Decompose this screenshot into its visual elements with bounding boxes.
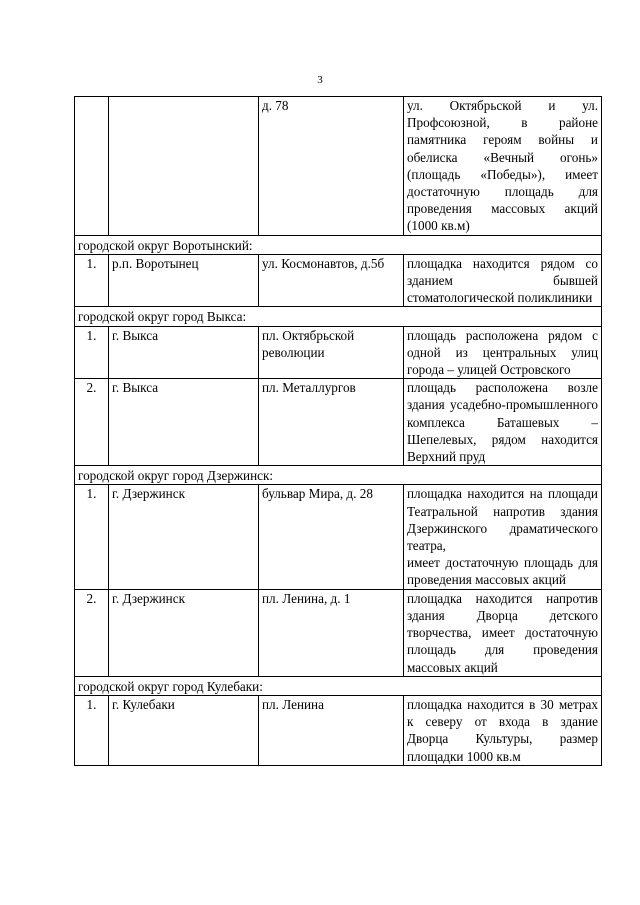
section-header-row xyxy=(75,466,602,485)
description-text: площадь расположена возле здания усадебно-промышленного комплекса Баташевых – Шепелевых, рядом находится Верхний пруд xyxy=(407,380,598,465)
section-title: городской округ город Дзержинск: xyxy=(75,466,602,485)
section-title: городской округ город Выкса: xyxy=(75,307,602,326)
locality-cell: г. Дзержинск xyxy=(109,589,259,676)
row-number: 1. xyxy=(75,254,109,307)
place-cell: пл. Ленина, д. 1 xyxy=(259,589,404,676)
locality-cell: р.п. Воротынец xyxy=(109,254,259,307)
row-number xyxy=(75,97,109,236)
place-cell: пл. Октябрьской революции xyxy=(259,326,404,379)
place-cell: д. 78 xyxy=(259,97,404,236)
section-title: городской округ Воротынский: xyxy=(75,235,602,254)
table-row xyxy=(75,97,602,236)
description-text: площадка находится в 30 метрах к северу от входа в здание Дворца Культуры, размер площадки 1000 кв.м xyxy=(407,696,598,764)
page-number: 3 xyxy=(317,74,323,86)
locality-cell: г. Дзержинск xyxy=(109,485,259,589)
description-cell xyxy=(404,589,602,676)
table-row xyxy=(75,589,602,676)
description-cell xyxy=(404,695,602,765)
locality-cell xyxy=(109,97,259,236)
row-number: 1. xyxy=(75,326,109,379)
locality-cell: г. Кулебаки xyxy=(109,695,259,765)
description-text: площадка находится на площади Театральной напротив здания Дзержинского драматического театра, xyxy=(407,486,598,554)
locality-cell: г. Выкса xyxy=(109,326,259,379)
description-text: имеет достаточную площадь для проведения массовых акций xyxy=(407,555,598,588)
description-text: площадка находится напротив здания Дворца детского творчества, имеет достаточную площадь для проведения массовых акций xyxy=(407,590,598,675)
description-cell xyxy=(404,379,602,466)
description-text: ул. Октябрьской и ул. Профсоюзной, в районе памятника героям войны и обелиска «Вечный огонь» (площадь «Победы»), имеет достаточную площадь для проведения массовых акций (1000 кв.м) xyxy=(407,98,598,234)
place-cell: пл. Ленина xyxy=(259,695,404,765)
section-header-row xyxy=(75,307,602,326)
sites-table xyxy=(74,96,602,766)
place-cell: бульвар Мира, д. 28 xyxy=(259,485,404,589)
row-number: 1. xyxy=(75,695,109,765)
table-row xyxy=(75,254,602,307)
description-text: площадь расположена рядом с одной из центральных улиц города – улицей Островского xyxy=(407,327,598,378)
table-row xyxy=(75,695,602,765)
description-cell xyxy=(404,254,602,307)
row-number: 2. xyxy=(75,589,109,676)
description-cell xyxy=(404,97,602,236)
table-row xyxy=(75,485,602,589)
description-text: площадка находится рядом со зданием бывшей стоматологической поликлиники xyxy=(407,255,598,306)
table-row xyxy=(75,326,602,379)
sites-table-body xyxy=(75,97,602,766)
section-header-row xyxy=(75,676,602,695)
description-cell xyxy=(404,326,602,379)
row-number: 2. xyxy=(75,379,109,466)
place-cell: пл. Металлургов xyxy=(259,379,404,466)
table-row xyxy=(75,379,602,466)
description-cell xyxy=(404,485,602,589)
locality-cell: г. Выкса xyxy=(109,379,259,466)
section-header-row xyxy=(75,235,602,254)
row-number: 1. xyxy=(75,485,109,589)
section-title: городской округ город Кулебаки: xyxy=(75,676,602,695)
place-cell: ул. Космонавтов, д.5б xyxy=(259,254,404,307)
